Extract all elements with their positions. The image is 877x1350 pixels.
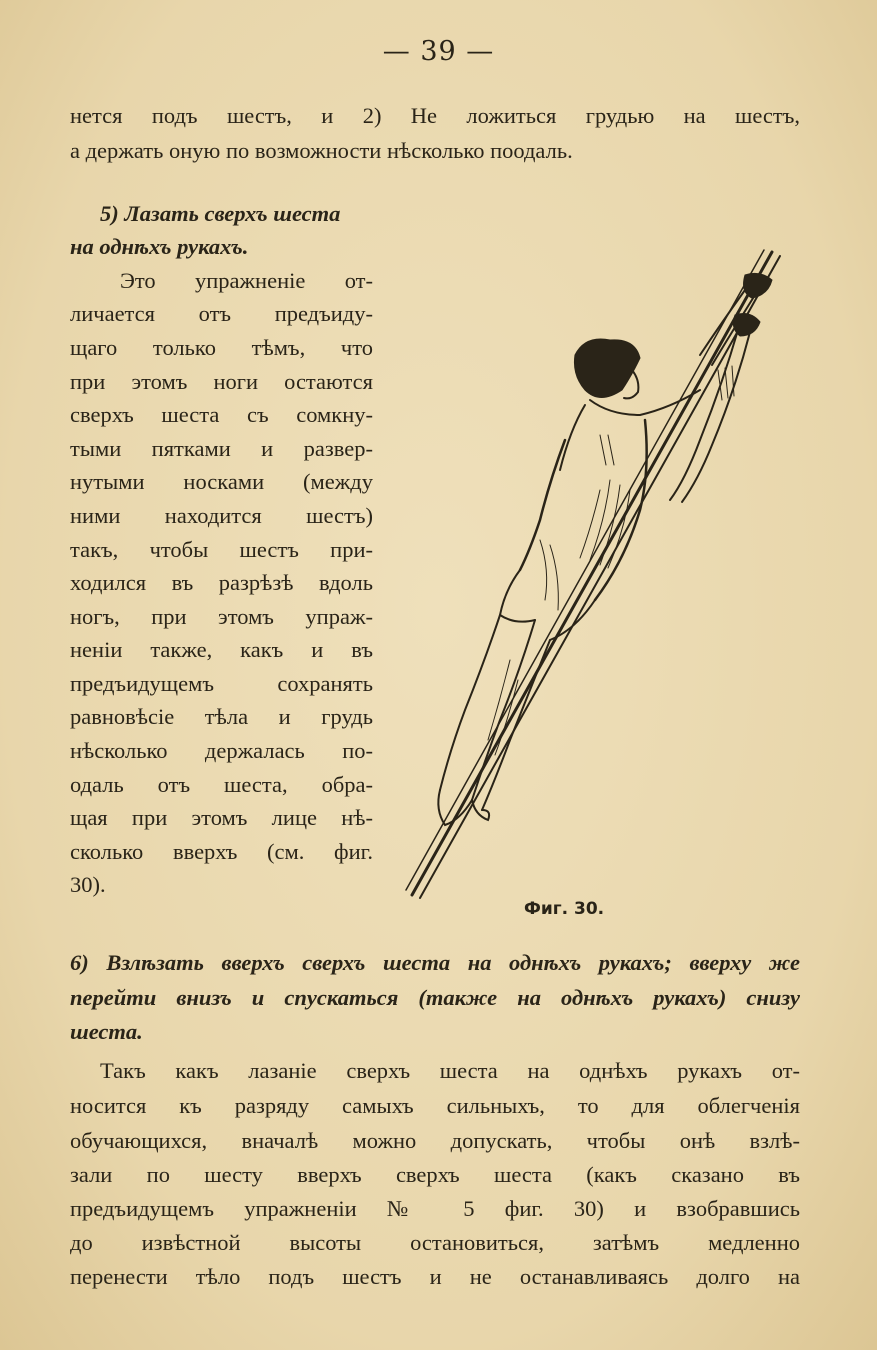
section-6-text-line: зали по шесту вверхъ сверхъ шеста (какъ сказано въ [70,1162,800,1187]
section-6-text-line: обучающихся, вначалѣ можно допускать, чтобы онѣ взлѣ- [70,1128,800,1153]
section-5-text-line: щаго только тѣмъ, что [70,335,373,360]
section-5-text-line: равновѣсіе тѣла и грудь [70,704,373,729]
figure-30-illustration [400,240,800,900]
section-5-text-line: такъ, чтобы шестъ при- [70,537,373,562]
section-5-text-line: при этомъ ноги остаются [70,369,373,394]
section-5-text-line: тыми пятками и развер- [70,436,373,461]
section-5-heading: на однѣхъ рукахъ. [70,234,249,259]
section-5-text-line: ними находится шестъ) [70,503,373,528]
section-5-text-line: неніи также, какъ и въ [70,637,373,662]
section-5-text-line: ходился въ разрѣзѣ вдоль [70,570,373,595]
section-6-text-line: до извѣстной высоты остановиться, затѣмъ медленно [70,1230,800,1255]
section-6-text-line: перенести тѣло подъ шестъ и не останавливаясь долго на [70,1264,800,1289]
section-5-heading: 5) Лазать сверхъ шеста [100,201,341,226]
section-6-heading: 6) Взлѣзать вверхъ сверхъ шеста на однѣхъ рукахъ; вверху же [70,950,800,975]
section-6-text-line: Такъ какъ лазаніе сверхъ шеста на однѣхъ рукахъ от- [100,1058,800,1083]
section-5-text-line: щая при этомъ лице нѣ- [70,805,373,830]
section-5-text-line: ногъ, при этомъ упраж- [70,604,373,629]
section-5-text-line: 30). [70,872,106,897]
section-5-text-line: Это упражненіе от- [120,268,373,293]
figure-caption: Фиг. 30. [524,899,605,919]
section-6-heading: шеста. [70,1019,143,1044]
section-6-text-line: носится къ разряду самыхъ сильныхъ, то для облегченія [70,1093,800,1118]
intro-line: нется подъ шестъ, и 2) Не ложиться грудью на шестъ, [70,103,800,128]
section-5-text-line: нутыми носками (между [70,469,373,494]
section-5-text-line: предъидущемъ сохранять [70,671,373,696]
section-6-text-line: предъидущемъ упражненіи № 5 фиг. 30) и взобравшись [70,1196,800,1221]
section-5-text-line: личается отъ предъиду- [70,301,373,326]
section-5-text-line: одаль отъ шеста, обра- [70,772,373,797]
page-number: — 39 — [382,36,495,67]
section-5-text-line: сколько вверхъ (см. фиг. [70,839,373,864]
section-5-text-line: сверхъ шеста съ сомкну- [70,402,373,427]
intro-line: а держать оную по возможности нѣсколько поодаль. [70,138,573,163]
section-6-heading: перейти внизъ и спускаться (также на однѣхъ рукахъ) снизу [70,985,800,1010]
section-5-text-line: нѣсколько держалась по- [70,738,373,763]
